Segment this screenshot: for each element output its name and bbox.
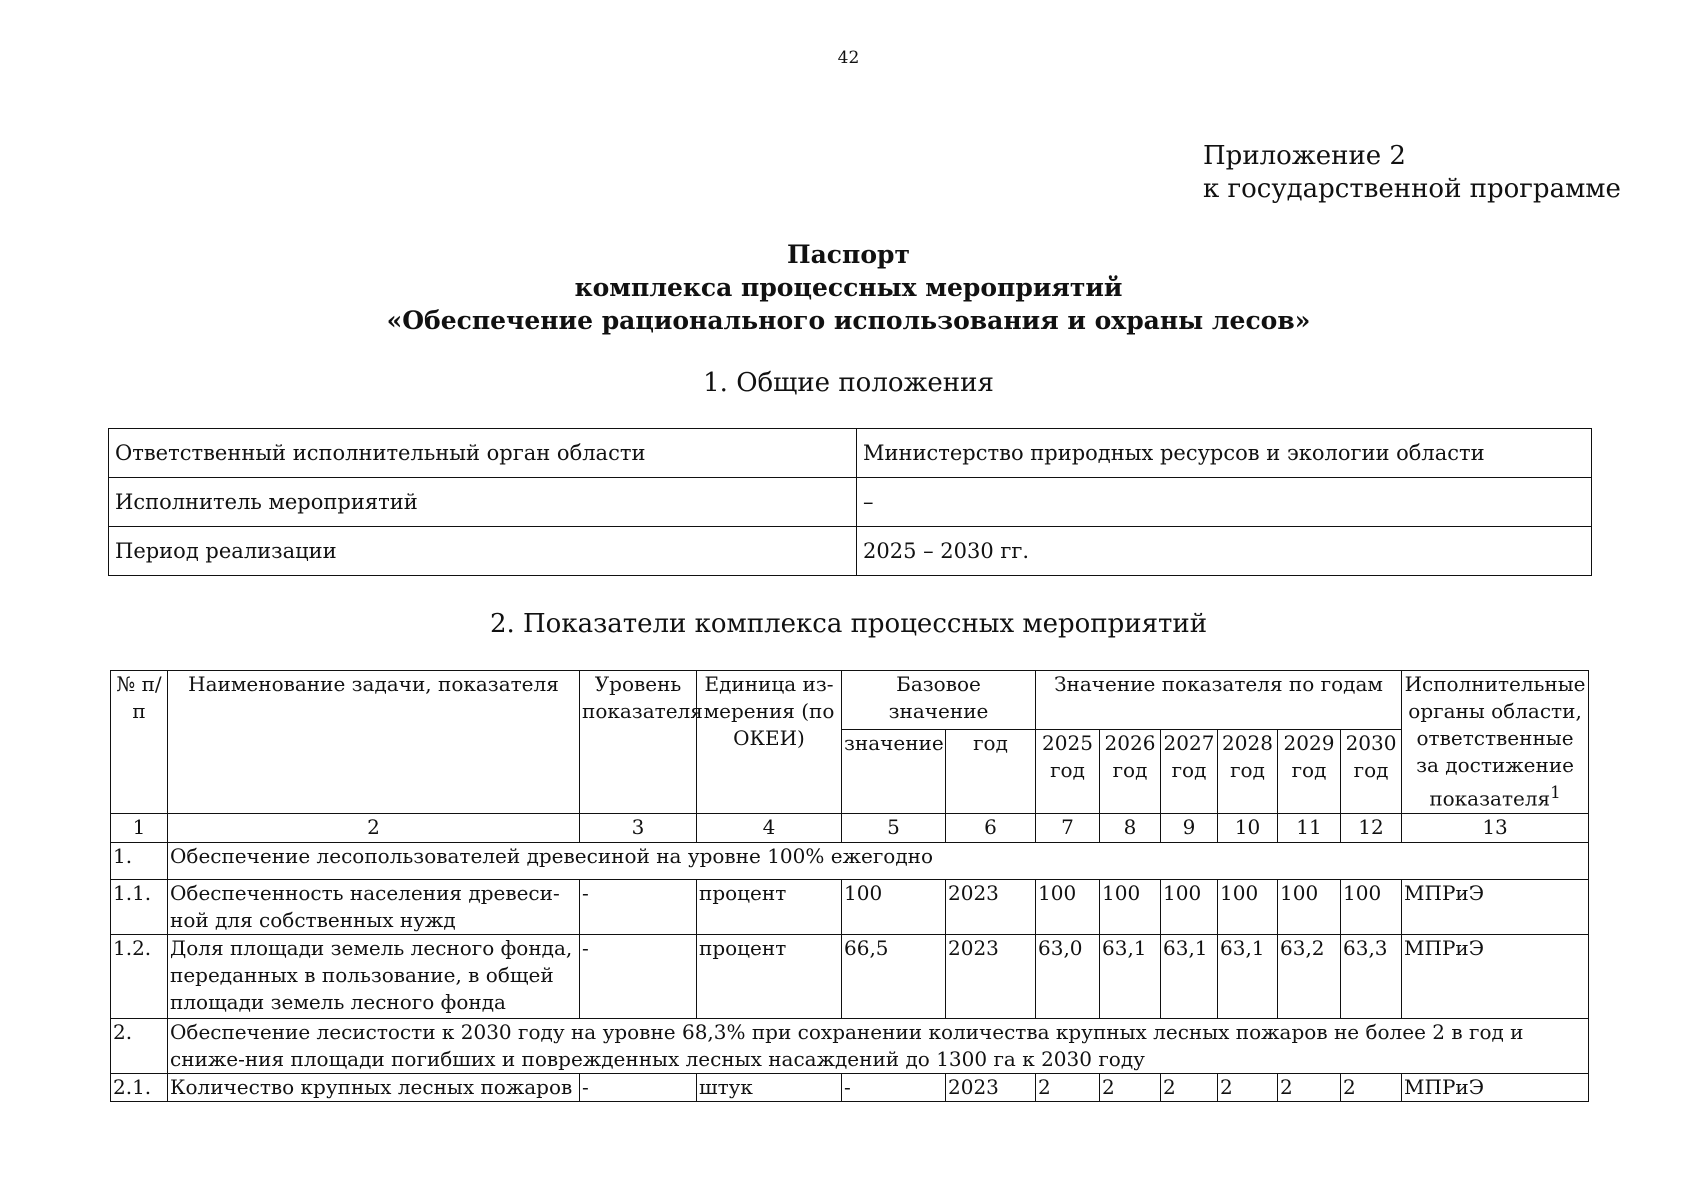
indicator-row bbox=[111, 1073, 1589, 1101]
indicator-row bbox=[111, 879, 1589, 934]
table-row bbox=[109, 429, 1592, 478]
section-2-title: 2. Показатели комплекса процессных мероприятий bbox=[489, 609, 1208, 639]
indicator-value: 100 bbox=[1161, 879, 1218, 934]
indicator-responsible: МПРиЭ bbox=[1402, 1073, 1589, 1101]
indicator-base-year: 2023 bbox=[946, 1073, 1036, 1101]
indicator-value: 100 bbox=[1341, 879, 1402, 934]
general-label: Ответственный исполнительный орган области bbox=[109, 429, 857, 478]
table-row bbox=[109, 527, 1592, 576]
indicator-responsible: МПРиЭ bbox=[1402, 934, 1589, 1018]
appendix-line-2: к государственной программе bbox=[1203, 174, 1621, 204]
indicator-value: 63,1 bbox=[1100, 934, 1161, 1018]
indicator-responsible: МПРиЭ bbox=[1402, 879, 1589, 934]
general-value: 2025 – 2030 гг. bbox=[857, 527, 1592, 576]
appendix-note bbox=[1203, 140, 1621, 206]
general-label: Исполнитель мероприятий bbox=[109, 478, 857, 527]
header-by-years: Значение показателя по годам bbox=[1036, 671, 1402, 730]
task-row bbox=[111, 1018, 1589, 1073]
general-value: – bbox=[857, 478, 1592, 527]
header-num: № п/п bbox=[111, 671, 168, 814]
indicator-level: - bbox=[580, 1073, 697, 1101]
indicator-base-value: 66,5 bbox=[842, 934, 946, 1018]
row-num: 1.2. bbox=[111, 934, 168, 1018]
indicator-base-year: 2023 bbox=[946, 934, 1036, 1018]
header-year: 2030 год bbox=[1341, 730, 1402, 814]
indicator-row bbox=[111, 934, 1589, 1018]
header-year: 2028 год bbox=[1218, 730, 1278, 814]
footnote-mark: 1 bbox=[1550, 783, 1561, 802]
task-text: Обеспечение лесистости к 2030 году на уровне 68,3% при сохранении количества крупных лесных пожаров не более 2 в год и сниже-ния площади погибших и поврежденных лесных насаждений до 1300 га к 2030 году bbox=[168, 1018, 1589, 1073]
indicator-value: 2 bbox=[1341, 1073, 1402, 1101]
header-year: 2029 год bbox=[1278, 730, 1341, 814]
indicator-unit: штук bbox=[697, 1073, 842, 1101]
indicator-value: 100 bbox=[1278, 879, 1341, 934]
indicator-value: 2 bbox=[1278, 1073, 1341, 1101]
column-number: 2 bbox=[168, 813, 580, 842]
title-line-1: Паспорт bbox=[787, 240, 910, 269]
indicator-base-value: - bbox=[842, 1073, 946, 1101]
indicator-name: Обеспеченность населения древеси-ной для собственных нужд bbox=[168, 879, 580, 934]
task-text: Обеспечение лесопользователей древесиной на уровне 100% ежегодно bbox=[168, 842, 1589, 879]
section-1-title: 1. Общие положения bbox=[703, 368, 994, 398]
indicator-name: Количество крупных лесных пожаров bbox=[168, 1073, 580, 1101]
indicator-value: 63,2 bbox=[1278, 934, 1341, 1018]
column-number: 4 bbox=[697, 813, 842, 842]
row-num: 1.1. bbox=[111, 879, 168, 934]
column-number: 3 bbox=[580, 813, 697, 842]
indicator-value: 63,0 bbox=[1036, 934, 1100, 1018]
task-row bbox=[111, 842, 1589, 879]
header-base-year: год bbox=[946, 730, 1036, 814]
indicator-value: 2 bbox=[1036, 1073, 1100, 1101]
header-unit: Единица из-мерения (по ОКЕИ) bbox=[697, 671, 842, 814]
general-value: Министерство природных ресурсов и экологии области bbox=[857, 429, 1592, 478]
header-base-value: значение bbox=[842, 730, 946, 814]
indicator-value: 100 bbox=[1218, 879, 1278, 934]
general-provisions-table bbox=[108, 428, 1592, 576]
title-line-3: «Обеспечение рационального использования и охраны лесов» bbox=[386, 306, 1311, 335]
row-num: 1. bbox=[111, 842, 168, 879]
indicator-level: - bbox=[580, 934, 697, 1018]
document-title bbox=[0, 238, 1697, 337]
row-num: 2. bbox=[111, 1018, 168, 1073]
indicator-unit: процент bbox=[697, 934, 842, 1018]
header-row bbox=[111, 671, 1589, 730]
indicator-value: 100 bbox=[1036, 879, 1100, 934]
header-name: Наименование задачи, показателя bbox=[168, 671, 580, 814]
header-base: Базовое значение bbox=[842, 671, 1036, 730]
indicator-unit: процент bbox=[697, 879, 842, 934]
column-number: 7 bbox=[1036, 813, 1100, 842]
indicator-base-value: 100 bbox=[842, 879, 946, 934]
column-number: 1 bbox=[111, 813, 168, 842]
column-number: 12 bbox=[1341, 813, 1402, 842]
header-year: 2026 год bbox=[1100, 730, 1161, 814]
column-number: 10 bbox=[1218, 813, 1278, 842]
header-responsible bbox=[1402, 671, 1589, 814]
general-label: Период реализации bbox=[109, 527, 857, 576]
row-num: 2.1. bbox=[111, 1073, 168, 1101]
header-year: 2027 год bbox=[1161, 730, 1218, 814]
indicator-value: 100 bbox=[1100, 879, 1161, 934]
indicators-table bbox=[110, 670, 1589, 1102]
column-number-row bbox=[111, 813, 1589, 842]
indicator-base-year: 2023 bbox=[946, 879, 1036, 934]
indicator-value: 2 bbox=[1161, 1073, 1218, 1101]
page-number: 42 bbox=[837, 48, 860, 68]
appendix-line-1: Приложение 2 bbox=[1203, 141, 1406, 171]
column-number: 11 bbox=[1278, 813, 1341, 842]
indicator-value: 63,3 bbox=[1341, 934, 1402, 1018]
indicator-value: 63,1 bbox=[1161, 934, 1218, 1018]
table-row bbox=[109, 478, 1592, 527]
header-level: Уровень показателя bbox=[580, 671, 697, 814]
title-line-2: комплекса процессных мероприятий bbox=[574, 273, 1123, 302]
indicator-name: Доля площади земель лесного фонда, переданных в пользование, в общей площади земель лесного фонда bbox=[168, 934, 580, 1018]
column-number: 13 bbox=[1402, 813, 1589, 842]
indicator-value: 2 bbox=[1100, 1073, 1161, 1101]
column-number: 6 bbox=[946, 813, 1036, 842]
column-number: 5 bbox=[842, 813, 946, 842]
indicator-value: 63,1 bbox=[1218, 934, 1278, 1018]
header-year: 2025 год bbox=[1036, 730, 1100, 814]
indicator-value: 2 bbox=[1218, 1073, 1278, 1101]
column-number: 8 bbox=[1100, 813, 1161, 842]
column-number: 9 bbox=[1161, 813, 1218, 842]
indicator-level: - bbox=[580, 879, 697, 934]
header-responsible-text: Исполнительные органы области, ответственные за достижение показателя bbox=[1404, 672, 1586, 811]
